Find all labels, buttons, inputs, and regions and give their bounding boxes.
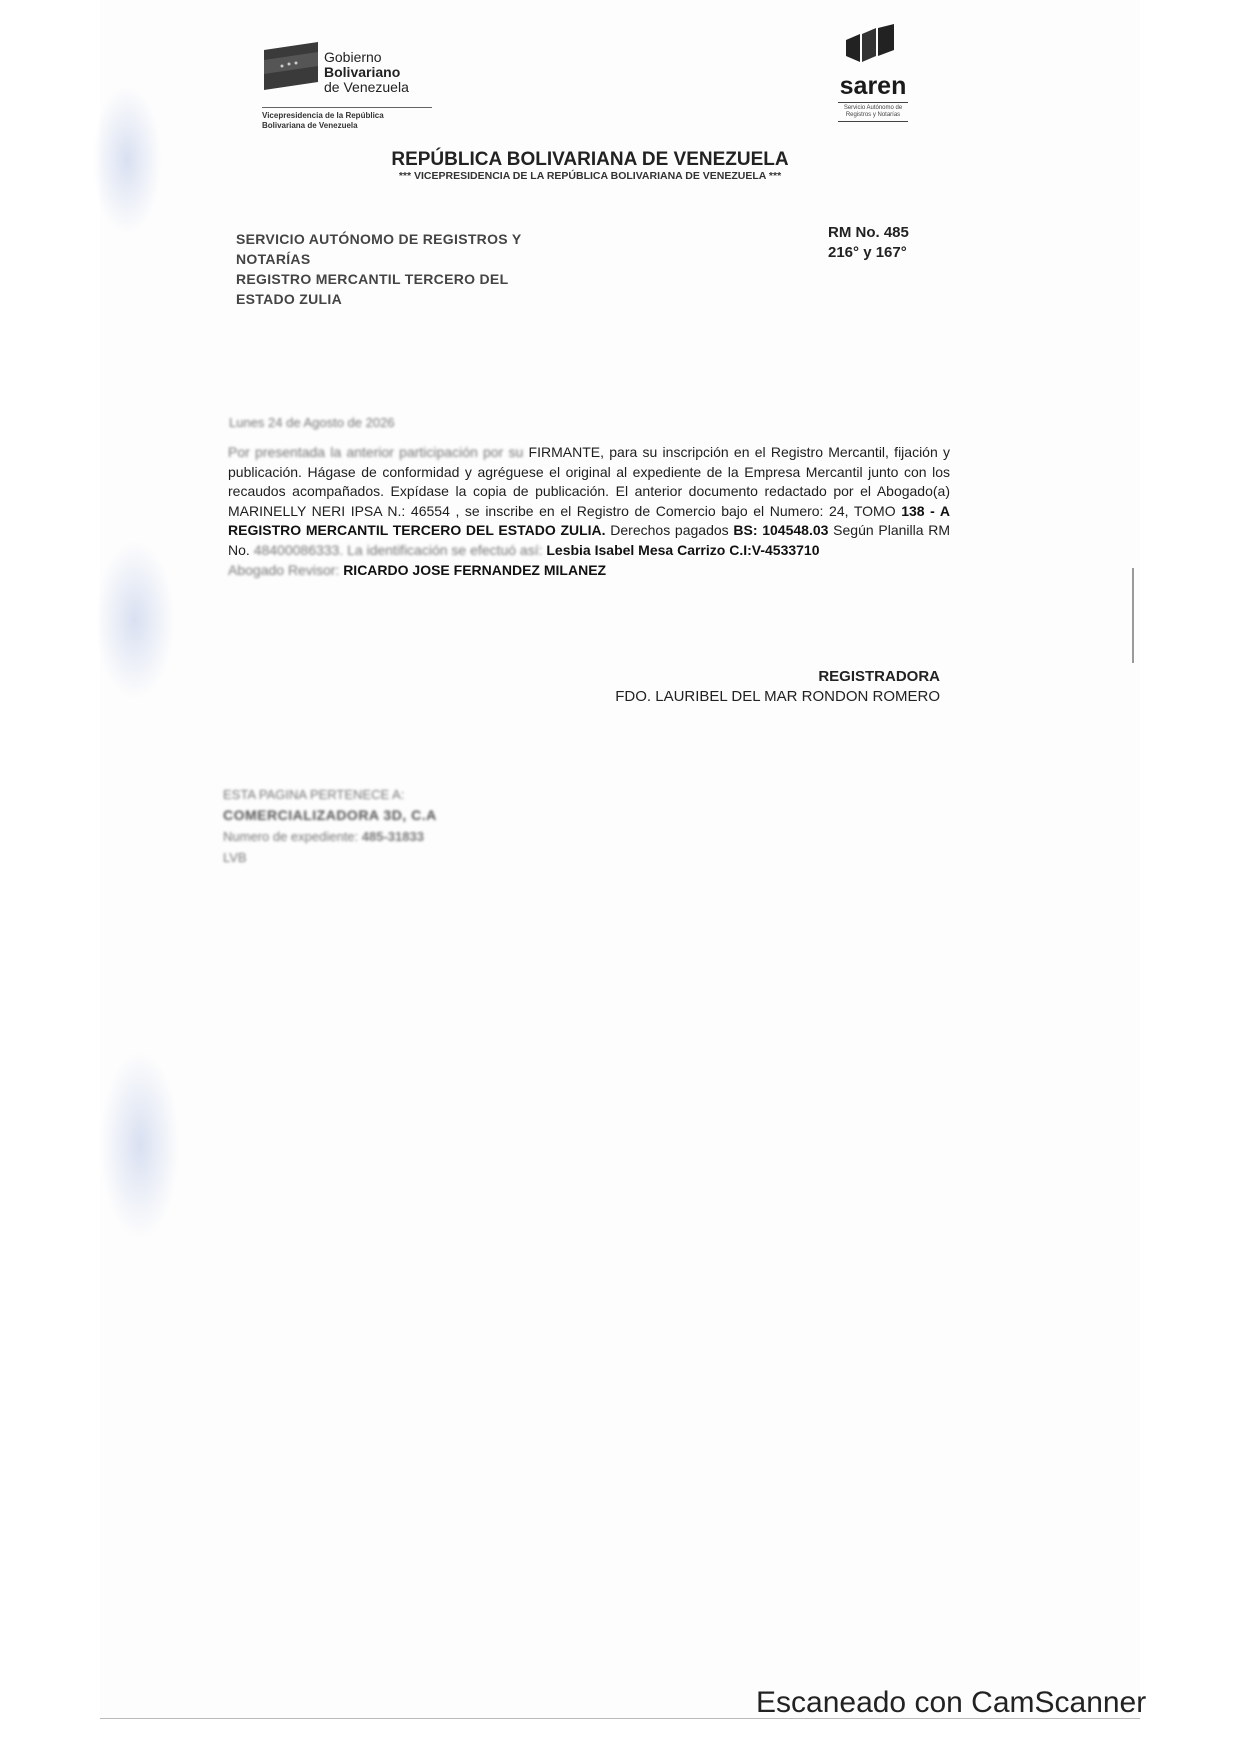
saren-sub-line2: Registros y Notarías [845,112,901,118]
stamp-stain [92,85,162,235]
saren-word: saren [839,72,907,100]
saren-logo [828,22,928,122]
firmante: FIRMANTE, [528,444,604,460]
office-line2: NOTARÍAS [236,251,311,267]
body-text-1: Por presentada la anterior participación por su [228,444,524,460]
gov-name-line2: Bolivariano [324,64,401,80]
gov-name-line3: de Venezuela [324,79,409,95]
saren-sub-line1: Servicio Autónomo de [843,105,903,111]
office-line4: ESTADO ZULIA [236,291,343,307]
body-text-5: . La identificación se efectuó así: [339,541,543,558]
rm-block [828,223,948,263]
expediente-label: Numero de expediente: [223,829,359,844]
gov-logo [262,32,442,132]
fees-paid: BS: 104548.03 [733,522,829,539]
body-text-3: Derechos pagados [610,522,729,539]
office-block [236,229,566,309]
body-text-4: Según Planilla RM No. [228,522,951,558]
rm-number: RM No. 485 [828,224,909,241]
page-belongs-block [223,784,437,868]
office-line3: REGISTRO MERCANTIL TERCERO DEL [236,271,509,287]
gov-sub-line2: Bolivariana de Venezuela [262,121,358,130]
signature-title: REGISTRADORA [818,668,940,685]
planilla-number: 48400086333 [253,541,340,558]
document-date: Lunes 24 de Agosto de 2026 [229,415,395,430]
belongs-line1: ESTA PAGINA PERTENECE A: [223,787,405,802]
gov-subtitle [262,107,432,131]
saren-mark-icon [842,22,902,68]
scan-edge [1132,568,1134,663]
reviewer-label: Abogado Revisor: [228,561,340,578]
company-name: COMERCIALIZADORA 3D, C.A [223,807,437,823]
gov-sub-line1: Vicepresidencia de la República [262,111,384,120]
stamp-stain [100,1050,180,1240]
stamp-stain [95,540,175,700]
document-title: REPÚBLICA BOLIVARIANA DE VENEZUELA [391,149,789,170]
reviewer-name: RICARDO JOSE FERNANDEZ MILANEZ [343,561,607,578]
flag-icon [262,40,320,92]
tomo-registry: 138 - A REGISTRO MERCANTIL TERCERO DEL ESTADO ZULIA. [228,502,951,539]
camscanner-watermark: Escaneado con CamScanner [756,1686,1147,1719]
document-subtitle: *** VICEPRESIDENCIA DE LA REPÚBLICA BOLIVARIANA DE VENEZUELA *** [398,170,782,182]
signature-name: FDO. LAURIBEL DEL MAR RONDON ROMERO [615,688,940,705]
registration-body [228,443,950,580]
gov-name-line1: Gobierno [324,49,382,65]
identified-person: Lesbia Isabel Mesa Carrizo C.I:V-4533710 [546,541,820,558]
saren-subtitle [838,102,908,122]
belongs-code: LVB [223,850,247,865]
rm-years: 216° y 167° [828,244,907,261]
expediente-number: 485-31833 [361,829,424,844]
body-text-2: para su inscripción en el Registro Mercantil, fijación y publicación. Hágase de conformidad y agréguese el original al expediente de la Empresa Mercantil junto con los recaudos acompañados. Expídase la copia de publicación. El anterior documento redactado por el Abogado(a) MARINELLY NERI IPSA N.: 46554 , se inscribe en el Registro de Comercio bajo el Numero: 24, TOMO [228,444,951,519]
expediente-line [223,826,437,847]
office-line1: SERVICIO AUTÓNOMO DE REGISTROS Y [236,231,522,247]
gov-name [324,50,409,95]
